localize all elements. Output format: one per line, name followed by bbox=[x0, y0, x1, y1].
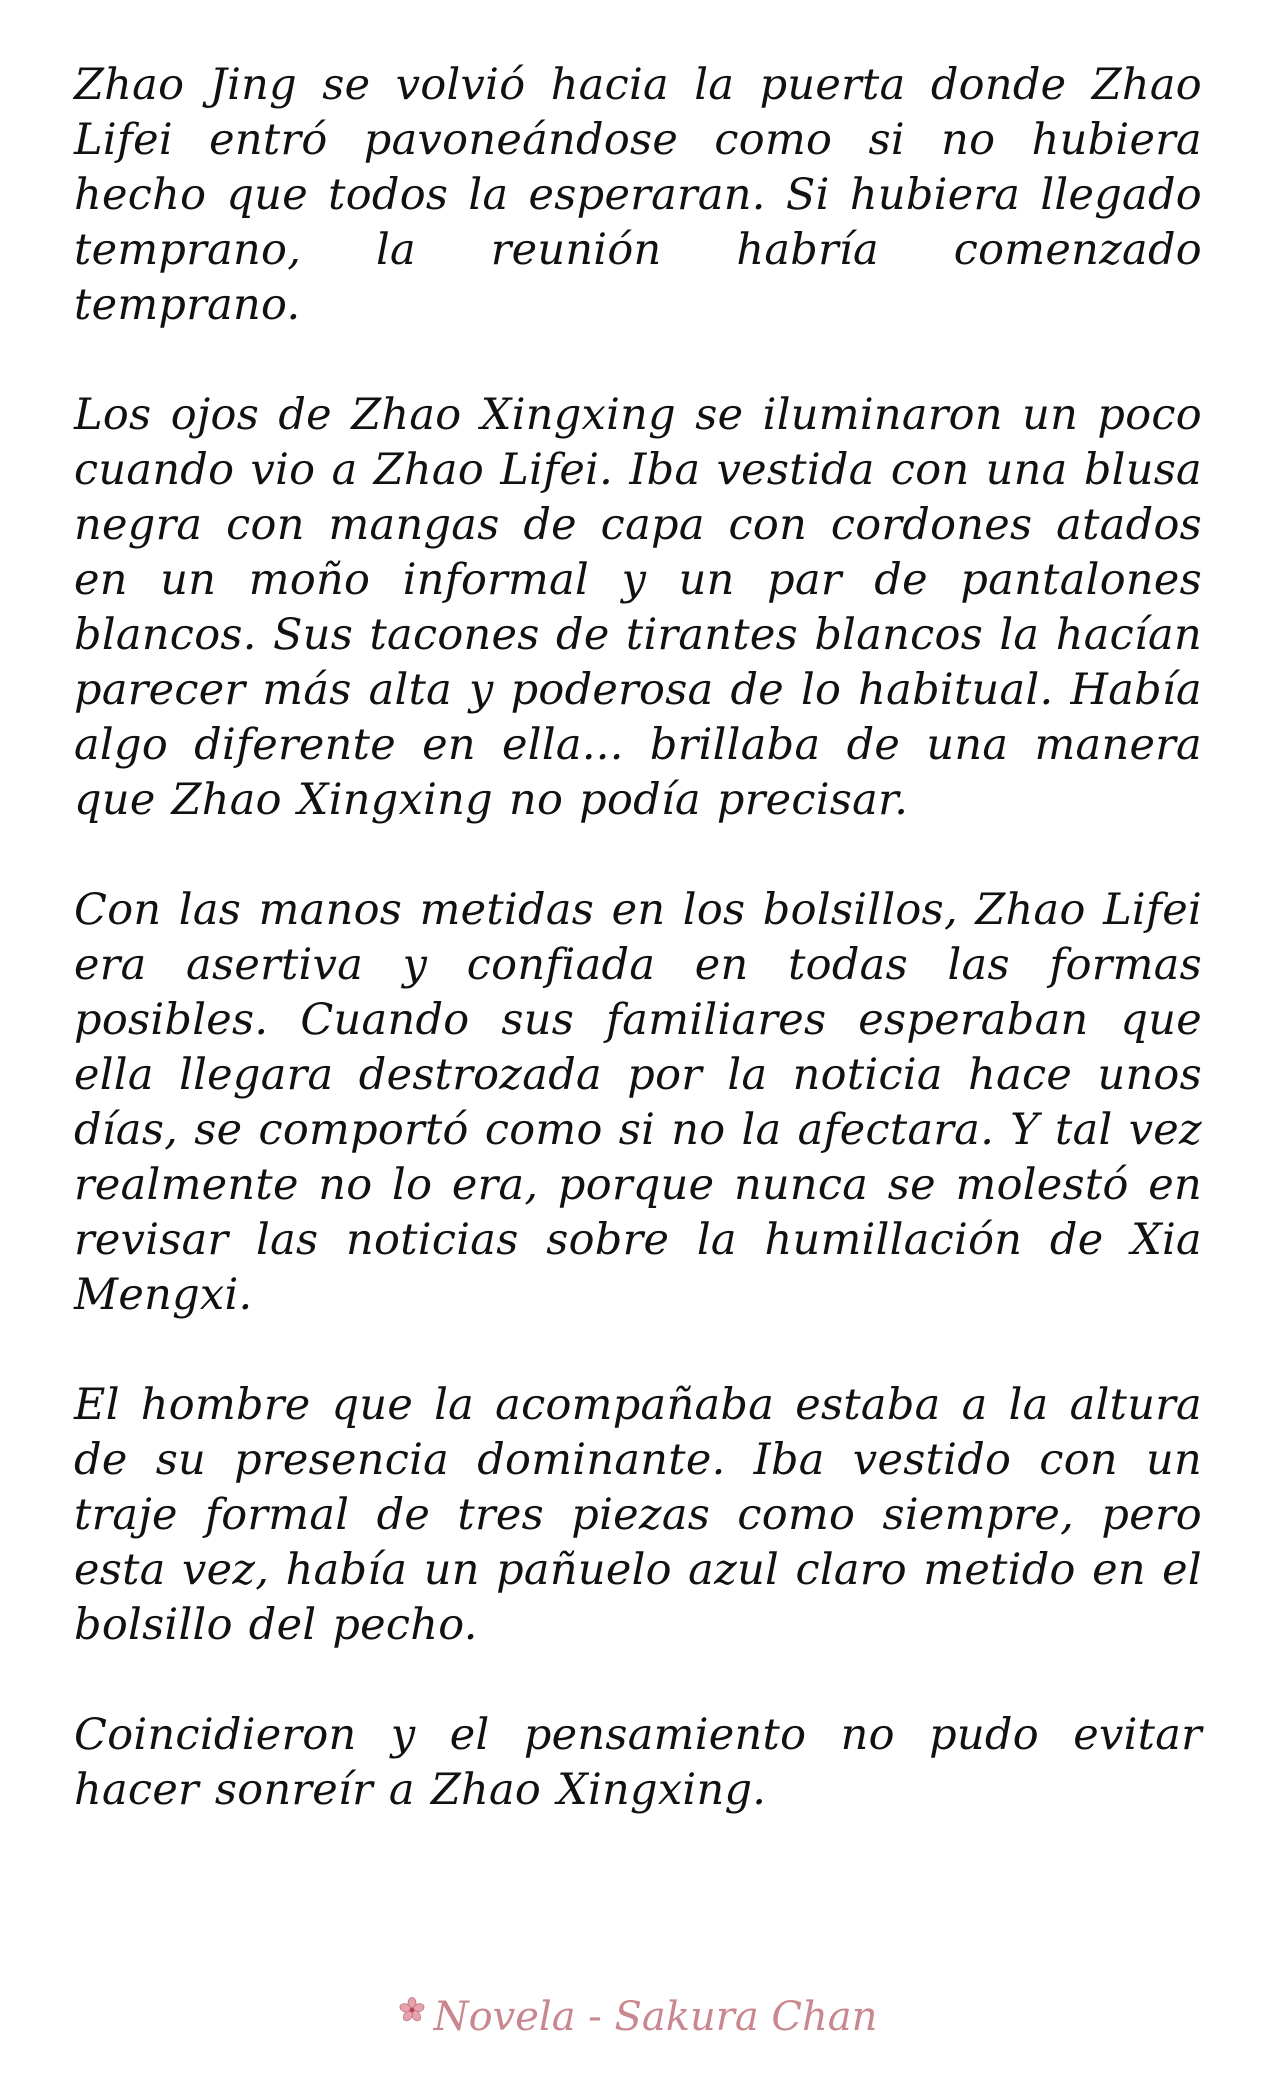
paragraph-3: Con las manos metidas en los bolsillos, Zhao Lifei era asertiva y confiada en todas las formas posibles. Cuando sus familiares esperaban que ella llegara destrozada por la noticia hace unos días, se comportó como si no la afectara. Y tal vez realmente no lo era, porque nunca se molestó en revisar las noticias sobre la humillación de Xia Mengxi. bbox=[74, 885, 1202, 1320]
paragraph-1: Zhao Jing se volvió hacia la puerta donde Zhao Lifei entró pavoneándose como si no hubiera hecho que todos la esperaran. Si hubiera llegado temprano, la reunión habría comenzado temprano. bbox=[74, 60, 1202, 330]
watermark bbox=[0, 1988, 1275, 2040]
chapter-text bbox=[74, 58, 1202, 1873]
watermark-text: Novela - Sakura Chan bbox=[433, 1994, 878, 2040]
paragraph-2: Los ojos de Zhao Xingxing se iluminaron un poco cuando vio a Zhao Lifei. Iba vestida con una blusa negra con mangas de capa con cordones atados en un moño informal y un par de pantalones blancos. Sus tacones de tirantes blancos la hacían parecer más alta y poderosa de lo habitual. Había algo diferente en ella... brillaba de una manera que Zhao Xingxing no podía precisar. bbox=[74, 390, 1202, 825]
sakura-flower-icon bbox=[398, 1988, 426, 2016]
paragraph-5: Coincidieron y el pensamiento no pudo evitar hacer sonreír a Zhao Xingxing. bbox=[74, 1710, 1202, 1815]
paragraph-4: El hombre que la acompañaba estaba a la altura de su presencia dominante. Iba vestido con un traje formal de tres piezas como siempre, pero esta vez, había un pañuelo azul claro metido en el bolsillo del pecho. bbox=[74, 1380, 1202, 1650]
